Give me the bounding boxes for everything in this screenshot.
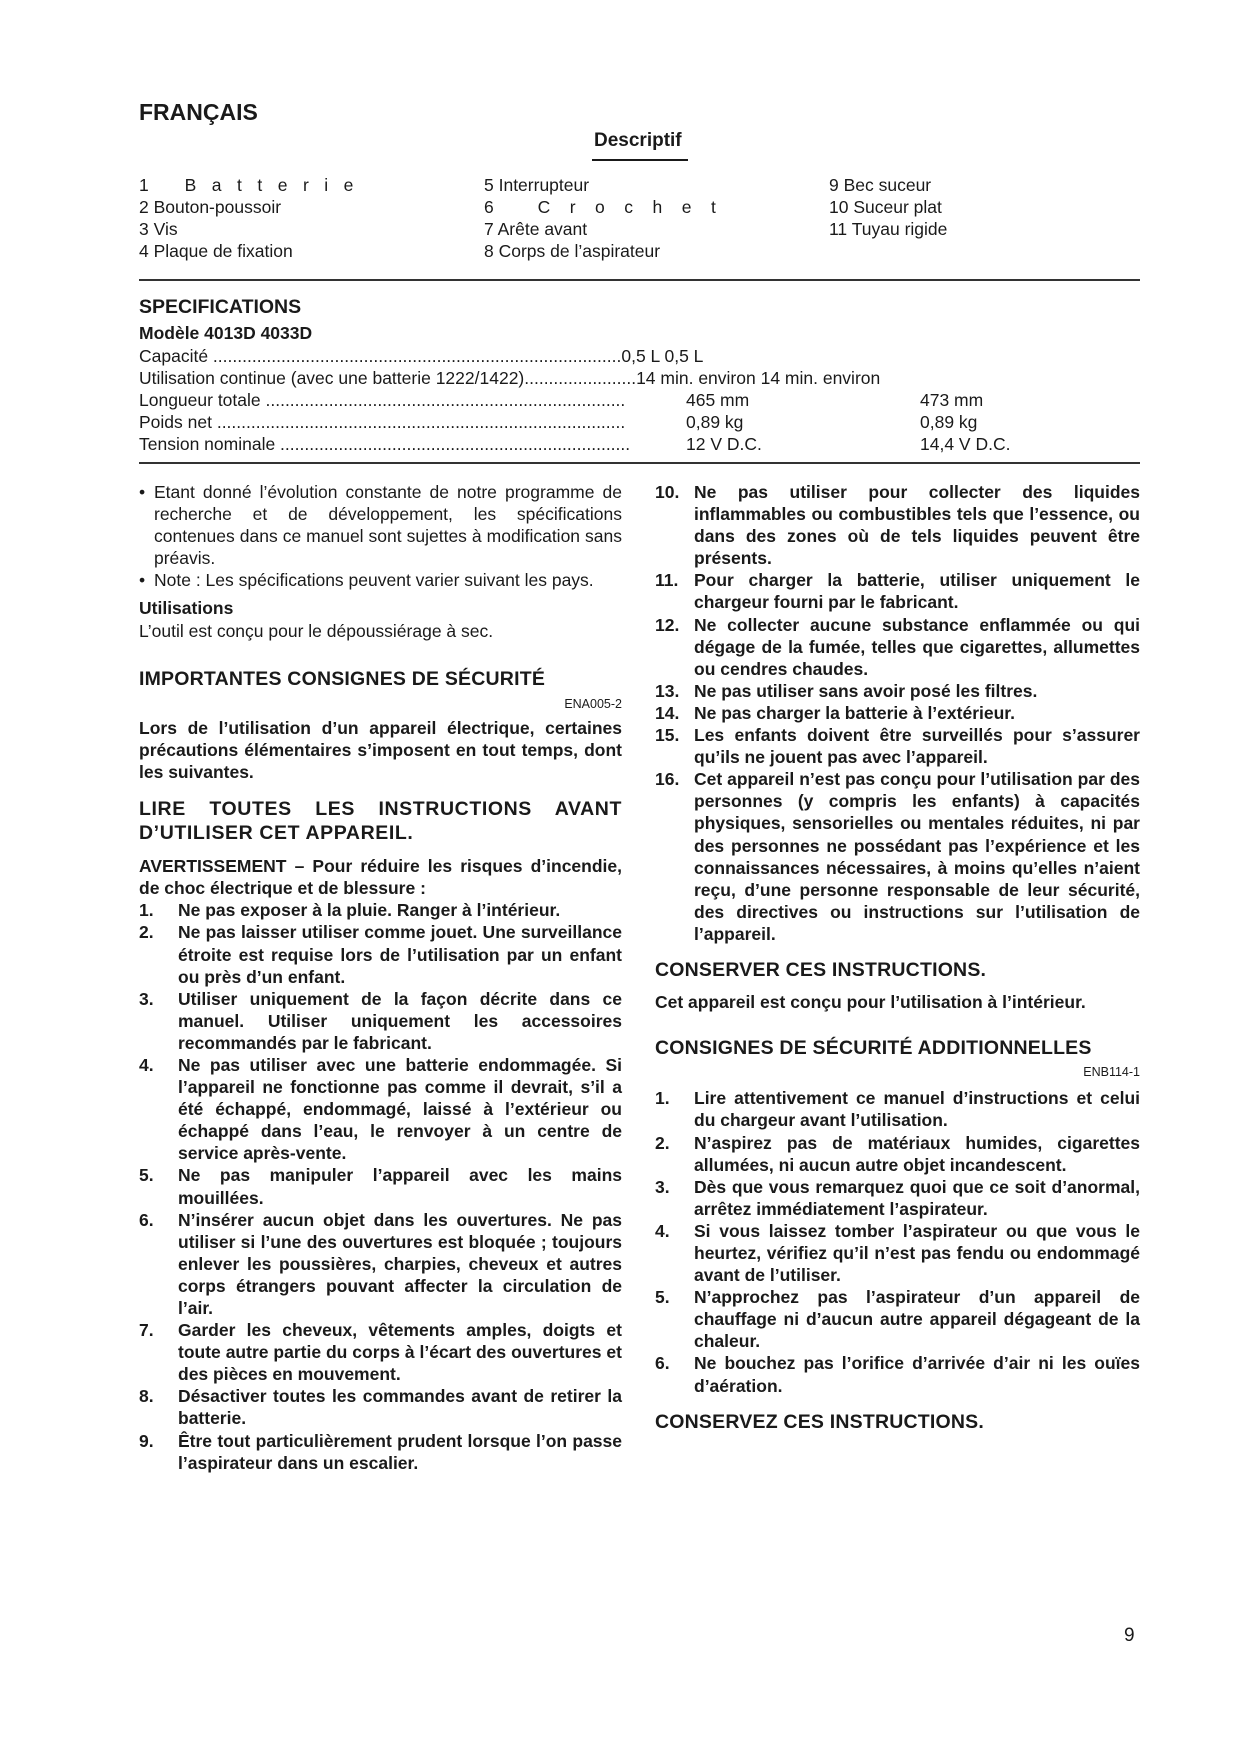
safety-item bbox=[139, 1164, 622, 1208]
safety-code: ENA005-2 bbox=[564, 696, 622, 711]
additional-item bbox=[655, 1352, 1140, 1396]
item-text: Ne pas utiliser pour collecter des liquides inflammables ou combustibles tels que l’essence, ou dans des zones où de tels liquides peuvent être présents. bbox=[694, 482, 1140, 569]
item-text: N’insérer aucun objet dans les ouvertures. Ne pas utiliser si l’une des ouvertures est bloquée ; toujours enlever les poussières, charpies, cheveux et autres corps étrangers pouvant affecter la circulation de l’air. bbox=[178, 1209, 622, 1318]
item-number: 8. bbox=[139, 1386, 154, 1407]
item-number: 2. bbox=[655, 1132, 670, 1153]
divider bbox=[139, 462, 1140, 464]
spec-value: 14 min. environ 14 min. environ bbox=[636, 368, 881, 388]
item-text: N’aspirez pas de matériaux humides, cigarettes allumées, ni aucun autre objet incandescent. bbox=[694, 1132, 1140, 1175]
item-text: Cet appareil n’est pas conçu pour l’utilisation par des personnes (y compris les enfants) à capacités physiques, sensorielles ou mentales réduites, ni par des personnes ne possédant pas l’expérience et les connaissances nécessaires, à moins qu’elles n’aient reçu, d’une personne responsable de leur sécurité, des directives ou instructions sur l’utilisation de l’appareil. bbox=[694, 769, 1140, 944]
safety-item bbox=[655, 702, 1140, 724]
safety-item bbox=[139, 988, 622, 1054]
safety-item bbox=[139, 1430, 622, 1474]
additional-item bbox=[655, 1132, 1140, 1176]
spec-row bbox=[139, 390, 684, 411]
item-text: Lire attentivement ce manuel d’instructions et celui du chargeur avant l’utilisation. bbox=[694, 1088, 1140, 1131]
item-number: 6. bbox=[139, 1209, 154, 1230]
parts-column-1 bbox=[139, 174, 369, 262]
spec-value: 0,5 L 0,5 L bbox=[621, 346, 704, 366]
section-underline bbox=[592, 159, 688, 161]
item-number: 1. bbox=[139, 900, 154, 921]
spec-value-2: 14,4 V D.C. bbox=[920, 434, 1011, 454]
item-number: 15. bbox=[655, 725, 680, 746]
safety-item bbox=[139, 1385, 622, 1429]
safety-item bbox=[655, 724, 1140, 768]
item-number: 13. bbox=[655, 680, 680, 701]
keep-instructions-title: CONSERVER CES INSTRUCTIONS. bbox=[655, 958, 987, 981]
item-text: Ne pas utiliser sans avoir posé les filtres. bbox=[694, 680, 1038, 701]
item-number: 4. bbox=[139, 1054, 154, 1075]
safety-item bbox=[139, 1054, 622, 1164]
item-number: 7. bbox=[139, 1320, 154, 1341]
safety-item bbox=[139, 1209, 622, 1319]
spec-row bbox=[139, 412, 684, 433]
spec-label: Capacité .................................................................................... bbox=[139, 346, 622, 366]
part-item: 7 Arête avant bbox=[484, 219, 588, 239]
additional-safety-list bbox=[655, 1087, 1140, 1396]
spec-value-2: 473 mm bbox=[920, 390, 984, 410]
part-item: 1 Batterie bbox=[139, 175, 369, 195]
item-number: 5. bbox=[655, 1287, 670, 1308]
item-number: 14. bbox=[655, 702, 680, 723]
additional-item bbox=[655, 1286, 1140, 1352]
item-number: 12. bbox=[655, 614, 680, 635]
item-text: Ne collecter aucune substance enflammée ou qui dégage de la fumée, telles que cigarettes, allumettes ou cendres chaudes. bbox=[694, 614, 1140, 679]
spec-value: 12 V D.C. bbox=[686, 434, 762, 454]
item-text: Pour charger la batterie, utiliser uniquement le chargeur fourni par le fabricant. bbox=[694, 570, 1140, 613]
item-text: Ne pas charger la batterie à l’extérieur. bbox=[694, 702, 1015, 723]
item-number: 4. bbox=[655, 1220, 670, 1241]
safety-list bbox=[139, 899, 622, 1473]
spec-row bbox=[139, 434, 686, 455]
additional-safety-title: CONSIGNES DE SÉCURITÉ ADDITIONNELLES bbox=[655, 1037, 1092, 1060]
item-text: Si vous laissez tomber l’aspirateur ou que vous le heurtez, vérifiez qu’il n’est pas fendu ou endommagé avant de l’utiliser. bbox=[694, 1220, 1140, 1286]
part-item: 5 Interrupteur bbox=[484, 175, 590, 195]
right-column bbox=[655, 481, 1140, 1433]
item-text: Garder les cheveux, vêtements amples, doigts et toute autre partie du corps à l’écart des ouvertures et des pièces en mouvement. bbox=[178, 1320, 622, 1385]
keep-instructions-title-2: CONSERVEZ CES INSTRUCTIONS. bbox=[655, 1410, 984, 1433]
item-text: N’approchez pas l’aspirateur d’un appareil de chauffage ni d’aucun autre appareil dégageant de la chaleur. bbox=[694, 1287, 1140, 1352]
uses-text: L’outil est conçu pour le dépoussiérage à sec. bbox=[139, 620, 494, 641]
item-text: Être tout particulièrement prudent lorsque l’on passe l’aspirateur dans un escalier. bbox=[178, 1430, 622, 1473]
item-text: Ne pas laisser utiliser comme jouet. Une surveillance étroite est requise lors de l’utilisation par un enfant ou près d’un enfant. bbox=[178, 922, 622, 987]
item-text: Utiliser uniquement de la façon décrite dans ce manuel. Utiliser uniquement les accessoires recommandés par le fabricant. bbox=[178, 988, 622, 1053]
parts-column-2 bbox=[484, 174, 735, 262]
spec-notes bbox=[139, 481, 622, 591]
uses-title: Utilisations bbox=[139, 598, 234, 619]
additional-item bbox=[655, 1176, 1140, 1220]
part-item: 2 Bouton-poussoir bbox=[139, 197, 282, 217]
item-number: 6. bbox=[655, 1353, 670, 1374]
warning-text: AVERTISSEMENT – Pour réduire les risques d’incendie, de choc électrique et de blessure : bbox=[139, 856, 622, 899]
parts-column-3 bbox=[829, 174, 947, 240]
safety-item bbox=[655, 481, 1140, 569]
item-number: 11. bbox=[655, 570, 679, 591]
item-text: Les enfants doivent être surveillés pour s’assurer qu’ils ne jouent pas avec l’appareil. bbox=[694, 725, 1140, 768]
item-number: 2. bbox=[139, 922, 154, 943]
item-number: 9. bbox=[139, 1430, 154, 1451]
spec-value-2: 0,89 kg bbox=[920, 412, 978, 432]
part-item: 3 Vis bbox=[139, 219, 178, 239]
item-text: Ne pas manipuler l’appareil avec les mains mouillées. bbox=[178, 1165, 622, 1208]
spec-row bbox=[139, 368, 880, 389]
safety-title: IMPORTANTES CONSIGNES DE SÉCURITÉ bbox=[139, 667, 546, 690]
item-number: 10. bbox=[655, 482, 680, 502]
item-number: 5. bbox=[139, 1165, 154, 1186]
safety-item bbox=[655, 680, 1140, 702]
part-item: 9 Bec suceur bbox=[829, 175, 932, 195]
item-number: 16. bbox=[655, 769, 680, 790]
spec-row bbox=[139, 346, 703, 367]
language-heading: FRANÇAIS bbox=[139, 99, 258, 125]
additional-item bbox=[655, 1087, 1140, 1131]
part-item: 8 Corps de l’aspirateur bbox=[484, 241, 661, 261]
item-text: Ne bouchez pas l’orifice d’arrivée d’air ni les ouïes d’aération. bbox=[694, 1353, 1140, 1396]
parts-list bbox=[139, 174, 1139, 264]
note-item: • Etant donné l’évolution constante de notre programme de recherche et de développement, les spécifications contenues dans ce manuel sont sujettes à modification sans préavis. bbox=[139, 481, 622, 569]
item-text: Ne pas utiliser avec une batterie endommagée. Si l’appareil ne fonctionne pas comme il devrait, s’il a été échappé, endommagé, laissé à l’extérieur ou échappé dans l’eau, le renvoyer à un centre de service après-vente. bbox=[178, 1054, 622, 1164]
note-item: • Note : Les spécifications peuvent varier suivant les pays. bbox=[139, 569, 622, 591]
item-number: 3. bbox=[655, 1176, 670, 1197]
indoor-use-text: Cet appareil est conçu pour l’utilisation à l’intérieur. bbox=[655, 992, 1086, 1013]
safety-intro: Lors de l’utilisation d’un appareil électrique, certaines précautions élémentaires s’imposent en tout temps, dont les suivantes. bbox=[139, 717, 622, 783]
spec-label: Poids net .................................................................................... bbox=[139, 412, 626, 432]
spec-value: 465 mm bbox=[686, 390, 750, 410]
safety-item bbox=[139, 899, 622, 921]
part-item: 4 Plaque de fixation bbox=[139, 241, 293, 261]
page-number: 9 bbox=[1124, 1625, 1135, 1646]
additional-item bbox=[655, 1220, 1140, 1286]
divider bbox=[139, 279, 1140, 281]
spec-label: Tension nominale ........................................................................ bbox=[139, 434, 631, 454]
spec-label: Longueur totale .......................................................................... bbox=[139, 390, 626, 410]
part-item: 10 Suceur plat bbox=[829, 197, 942, 217]
left-column bbox=[139, 481, 622, 1474]
safety-item bbox=[139, 1319, 622, 1385]
specifications-model: Modèle 4013D 4033D bbox=[139, 323, 313, 343]
safety-list-continued bbox=[655, 481, 1140, 945]
additional-safety-code: ENB114-1 bbox=[1083, 1065, 1140, 1080]
spec-label: Utilisation continue (avec une batterie 1222/1422)....................... bbox=[139, 368, 637, 388]
safety-item bbox=[655, 768, 1140, 945]
part-item: 11 Tuyau rigide bbox=[829, 219, 948, 239]
item-number: 3. bbox=[139, 988, 154, 1009]
item-text: Désactiver toutes les commandes avant de retirer la batterie. bbox=[178, 1386, 622, 1429]
safety-item bbox=[655, 614, 1140, 680]
specifications-title: SPECIFICATIONS bbox=[139, 296, 302, 318]
item-text: Dès que vous remarquez quoi que ce soit d’anormal, arrêtez immédiatement l’aspirateur. bbox=[694, 1176, 1140, 1219]
section-title: Descriptif bbox=[594, 130, 682, 151]
read-instructions-title: LIRE TOUTES LES INSTRUCTIONS AVANT D’UTILISER CET APPAREIL. bbox=[139, 798, 622, 845]
spec-value: 0,89 kg bbox=[686, 412, 744, 432]
part-item: 6 Crochet bbox=[484, 197, 736, 217]
item-number: 1. bbox=[655, 1088, 670, 1109]
safety-item bbox=[655, 569, 1140, 613]
safety-item bbox=[139, 921, 622, 987]
item-text: Ne pas exposer à la pluie. Ranger à l’intérieur. bbox=[178, 900, 561, 921]
